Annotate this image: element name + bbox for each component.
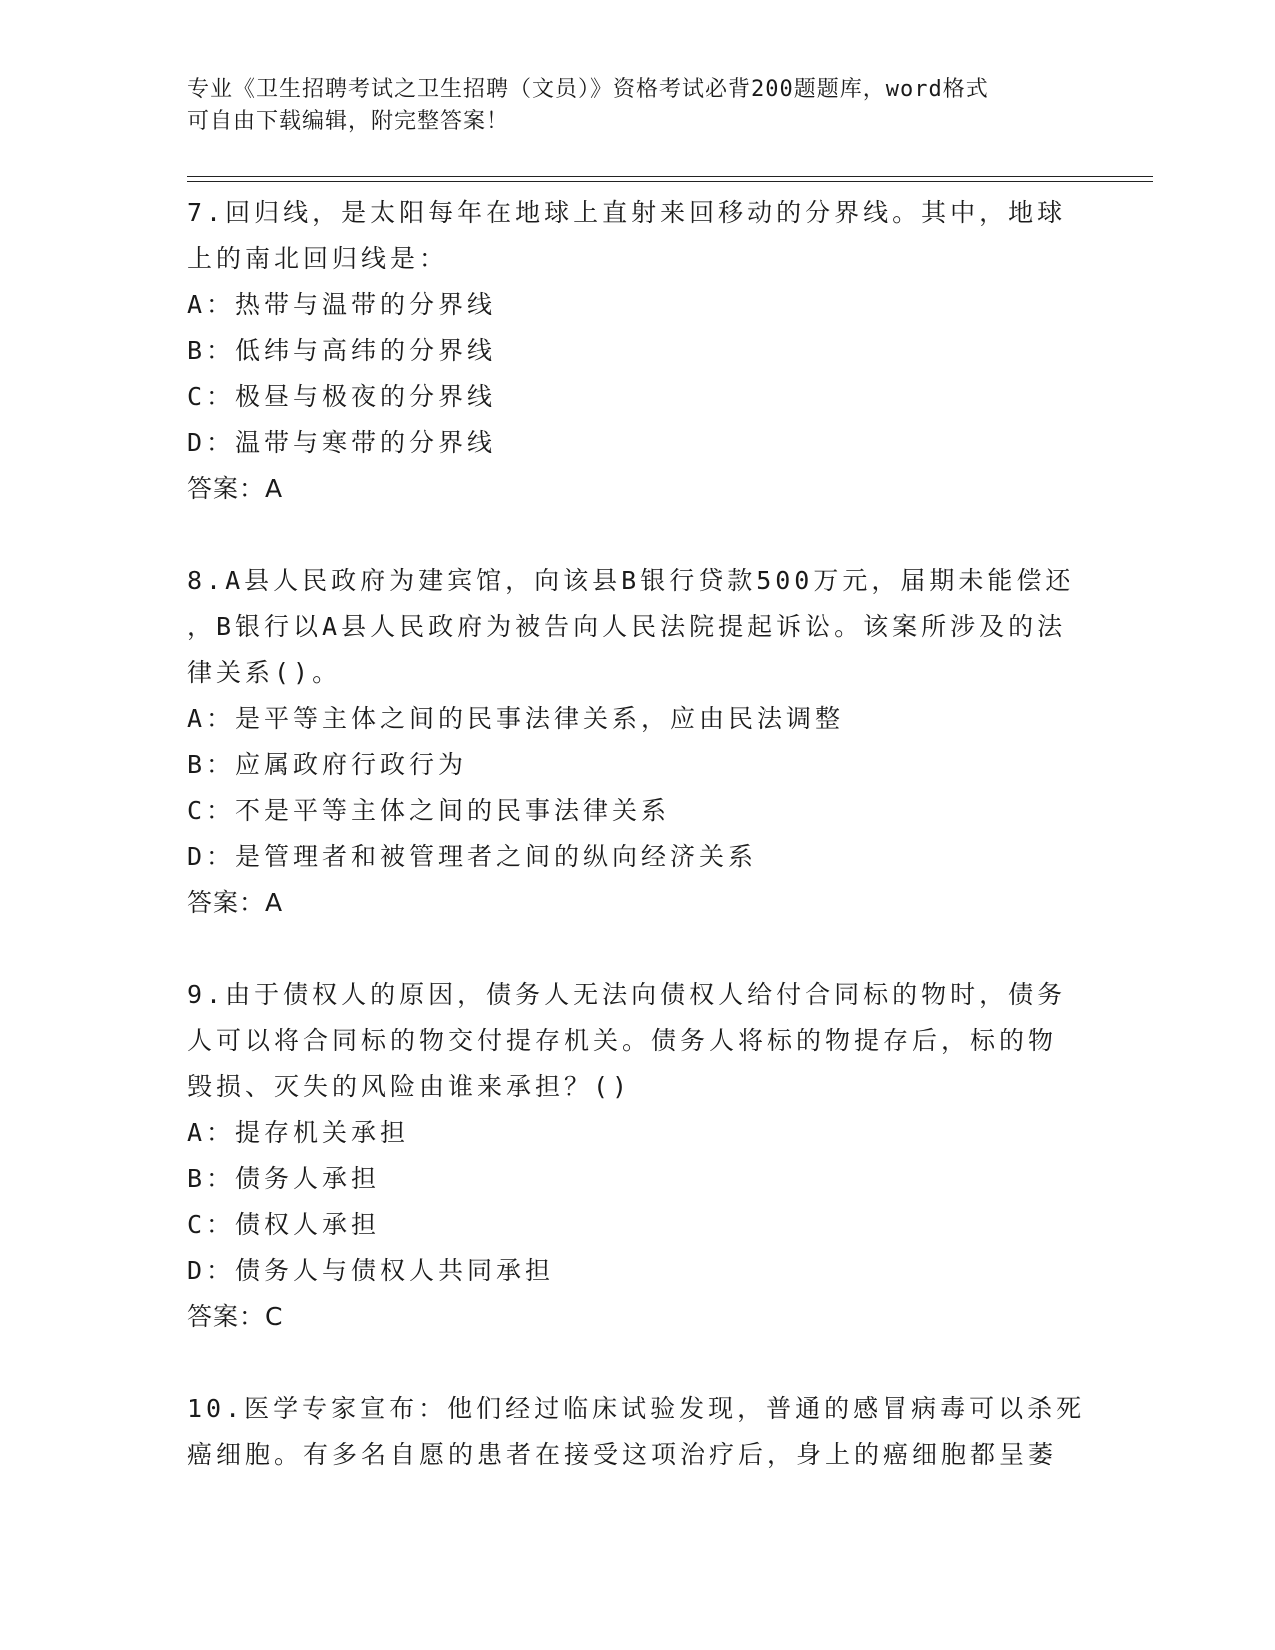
question-7 (187, 190, 1087, 512)
question-text-line: ，B银行以A县人民政府为被告向人民法院提起诉讼。该案所涉及的法 (187, 612, 1067, 641)
option-c: C：债权人承担 (187, 1210, 381, 1239)
option-b: B：低纬与高纬的分界线 (187, 336, 497, 365)
option-d: D：温带与寒带的分界线 (187, 428, 497, 457)
header-divider-top (187, 176, 1153, 177)
question-list (187, 190, 1087, 1524)
option-d: D：债务人与债权人共同承担 (187, 1256, 555, 1285)
option-a: A：热带与温带的分界线 (187, 290, 497, 319)
question-text-line: 上的南北回归线是： (187, 244, 449, 273)
option-c: C：不是平等主体之间的民事法律关系 (187, 796, 671, 825)
header-divider-bottom (187, 181, 1153, 182)
document-header (187, 74, 1087, 138)
option-a: A：是平等主体之间的民事法律关系，应由民法调整 (187, 704, 845, 733)
option-d: D：是管理者和被管理者之间的纵向经济关系 (187, 842, 758, 871)
option-a: A：提存机关承担 (187, 1118, 410, 1147)
option-b: B：债务人承担 (187, 1164, 381, 1193)
option-c: C：极昼与极夜的分界线 (187, 382, 497, 411)
answer-line: 答案：A (187, 474, 284, 503)
question-text-line: 7.回归线，是太阳每年在地球上直射来回移动的分界线。其中，地球 (187, 198, 1067, 227)
question-9 (187, 972, 1087, 1340)
question-text-line: 毁损、灭失的风险由谁来承担？() (187, 1072, 632, 1101)
question-8 (187, 558, 1087, 926)
option-b: B：应属政府行政行为 (187, 750, 468, 779)
question-text-line: 10.医学专家宣布：他们经过临床试验发现，普通的感冒病毒可以杀死 (187, 1394, 1086, 1423)
question-text-line: 人可以将合同标的物交付提存机关。债务人将标的物提存后，标的物 (187, 1026, 1058, 1055)
question-text-line: 9.由于债权人的原因，债务人无法向债权人给付合同标的物时，债务 (187, 980, 1067, 1009)
question-text-line: 8.A县人民政府为建宾馆，向该县B银行贷款500万元，届期未能偿还 (187, 566, 1075, 595)
question-text-line: 癌细胞。有多名自愿的患者在接受这项治疗后，身上的癌细胞都呈萎 (187, 1440, 1058, 1469)
header-line-2: 可自由下载编辑，附完整答案！ (187, 109, 510, 134)
answer-line: 答案：A (187, 888, 284, 917)
answer-line: 答案：C (187, 1302, 284, 1331)
header-line-1: 专业《卫生招聘考试之卫生招聘（文员）》资格考试必背200题题库，word格式 (187, 77, 989, 102)
question-10 (187, 1386, 1087, 1478)
question-text-line: 律关系()。 (187, 658, 342, 687)
